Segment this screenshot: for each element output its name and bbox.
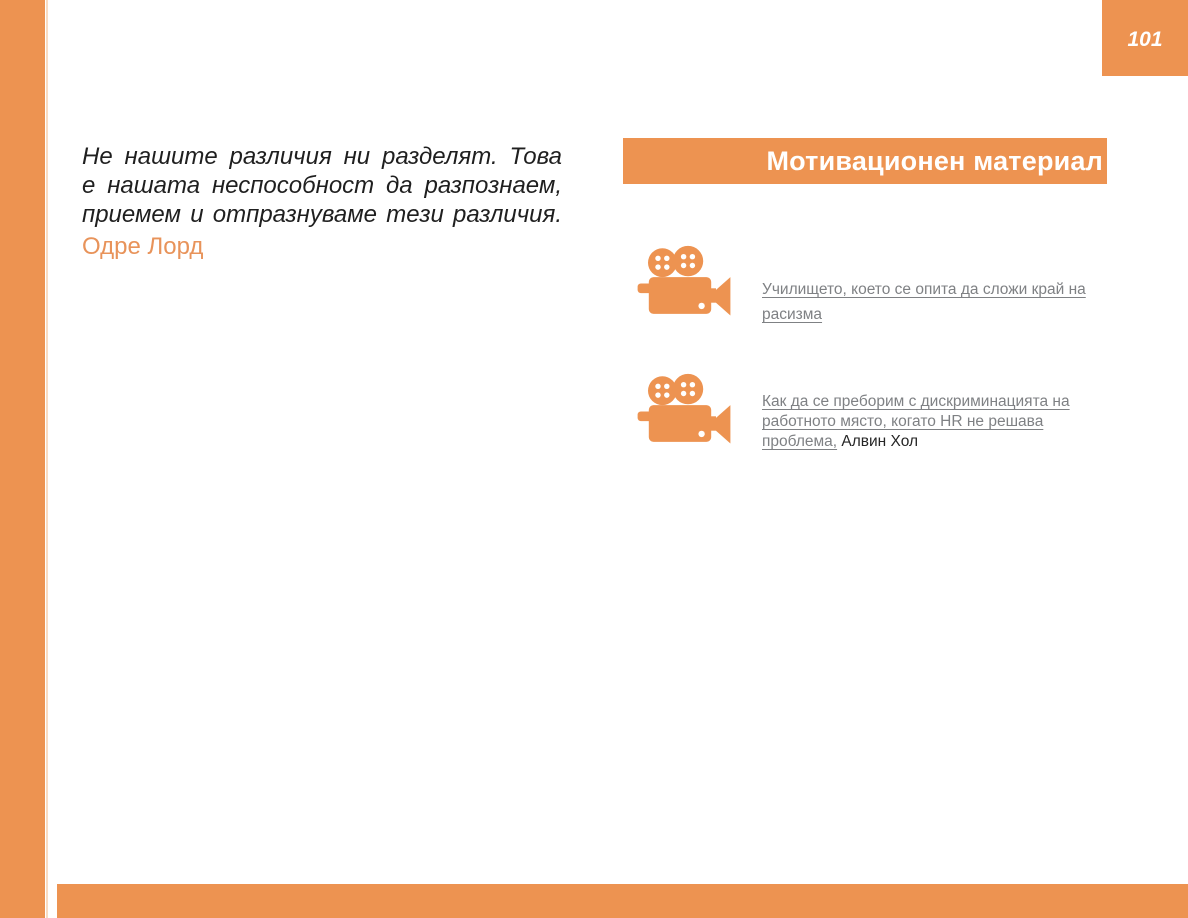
quote-line: Не нашите различия ни разделят. Това <box>82 143 562 170</box>
video-link[interactable]: Как да се преборим с дискриминацията на работното място, когато HR не решава проблема, <box>762 393 1070 450</box>
page-number: 101 <box>1127 28 1163 51</box>
video-link-item <box>762 277 1099 327</box>
section-title: Мотивационен материал <box>766 145 1103 176</box>
movie-camera-icon <box>636 241 732 326</box>
bottom-accent-bar <box>57 884 1188 918</box>
quote-author: Одре Лорд <box>82 233 204 260</box>
left-accent-bar <box>0 0 45 918</box>
left-accent-hairline <box>46 0 48 918</box>
quote-line: приемем и отпразнуваме тези различия. <box>82 201 562 228</box>
movie-camera-icon <box>636 369 732 454</box>
video-link-item <box>762 392 1084 452</box>
section-header <box>623 138 1107 184</box>
quote-block <box>82 142 562 262</box>
page-number-badge <box>1102 0 1188 76</box>
video-link[interactable]: Училището, което се опита да сложи край на расизма <box>762 281 1086 323</box>
quote-line: е нашата неспособност да разпознаем, <box>82 172 562 199</box>
video-link-suffix: Алвин Хол <box>837 433 919 450</box>
